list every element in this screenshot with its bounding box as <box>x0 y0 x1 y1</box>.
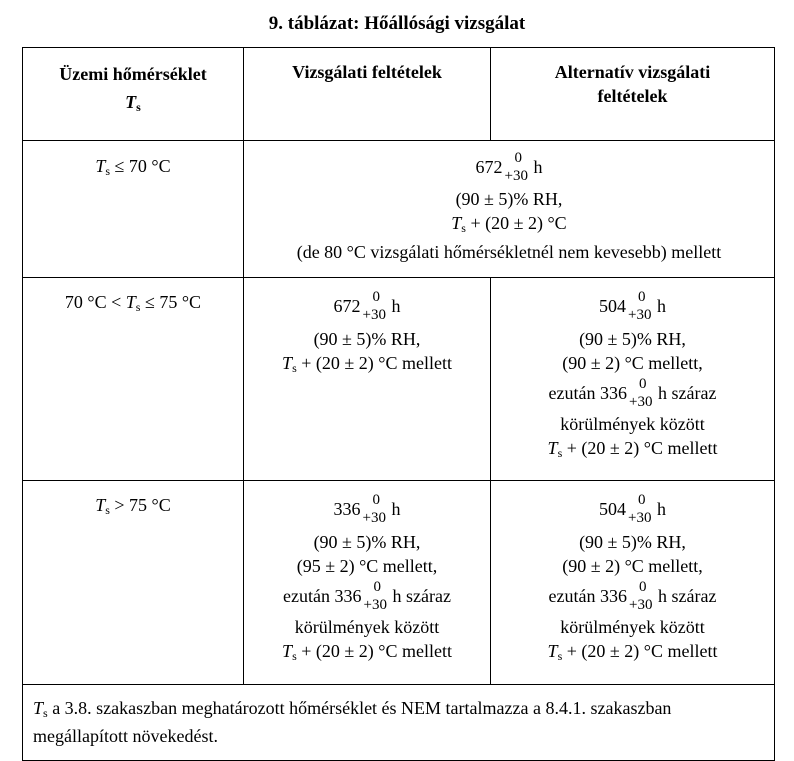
tolerance: 0 +30 <box>362 492 386 526</box>
header-row <box>23 48 775 141</box>
tolerance: 0 +30 <box>363 579 387 613</box>
tolerance: 0 +30 <box>629 376 653 410</box>
condition-cell: 70 $^\circ C < T_s \le 75$ °C <box>23 278 244 481</box>
test-condition-cell: 336 0 +30 h (90 ± 5)% RH, (95 ± 2) °C mellett, ezután 336 0 +30 h száraz körülmények között $T_s + (20 \pm 2)$ °C mellett <box>244 481 491 685</box>
tolerance: 0 +30 <box>628 289 652 323</box>
alternative-condition-cell: 504 0 +30 h (90 ± 5)% RH, (90 ± 2) °C mellett, ezután 336 0 +30 h száraz körülmények között $T_s + (20 \pm 2)$ °C mellett <box>491 278 775 481</box>
table-row <box>23 141 775 278</box>
tolerance: 0 +30 <box>629 579 653 613</box>
header-operating-temperature: Üzemi hőmérséklet $T_s$ <box>23 48 244 141</box>
footnote-row <box>23 685 775 761</box>
header-test-conditions: Vizsgálati feltételek <box>244 48 491 141</box>
table-row <box>23 481 775 685</box>
tolerance: 0 +30 <box>628 492 652 526</box>
condition-cell: $T_s > 75$ °C <box>23 481 244 685</box>
table-row <box>23 278 775 481</box>
header-alternative-conditions: Alternatív vizsgálati feltételek <box>491 48 775 141</box>
merged-test-condition-cell: 672 0 +30 h (90 ± 5)% RH, $T_s + (20 \pm 2)$ °C (de 80 °C vizsgálati hőmérsékletnél nem kevesebb) mellett <box>244 141 775 278</box>
condition-cell: $T_s \le 70$ °C <box>23 141 244 278</box>
footnote: $T_s$ a 3.8. szakaszban meghatározott hőmérséklet és NEM tartalmazza a 8.4.1. szakaszban megállapított növekedést. <box>23 685 775 761</box>
tolerance: 0 +30 <box>504 150 528 184</box>
alternative-condition-cell: 504 0 +30 h (90 ± 5)% RH, (90 ± 2) °C mellett, ezután 336 0 +30 h száraz körülmények között $T_s + (20 \pm 2)$ °C mellett <box>491 481 775 685</box>
test-condition-cell: 672 0 +30 h (90 ± 5)% RH, $T_s + (20 \pm 2)$ °C mellett <box>244 278 491 481</box>
table-title: 9. táblázat: Hőállósági vizsgálat <box>268 13 526 34</box>
heat-resistance-table <box>22 47 775 761</box>
tolerance: 0 +30 <box>362 289 386 323</box>
